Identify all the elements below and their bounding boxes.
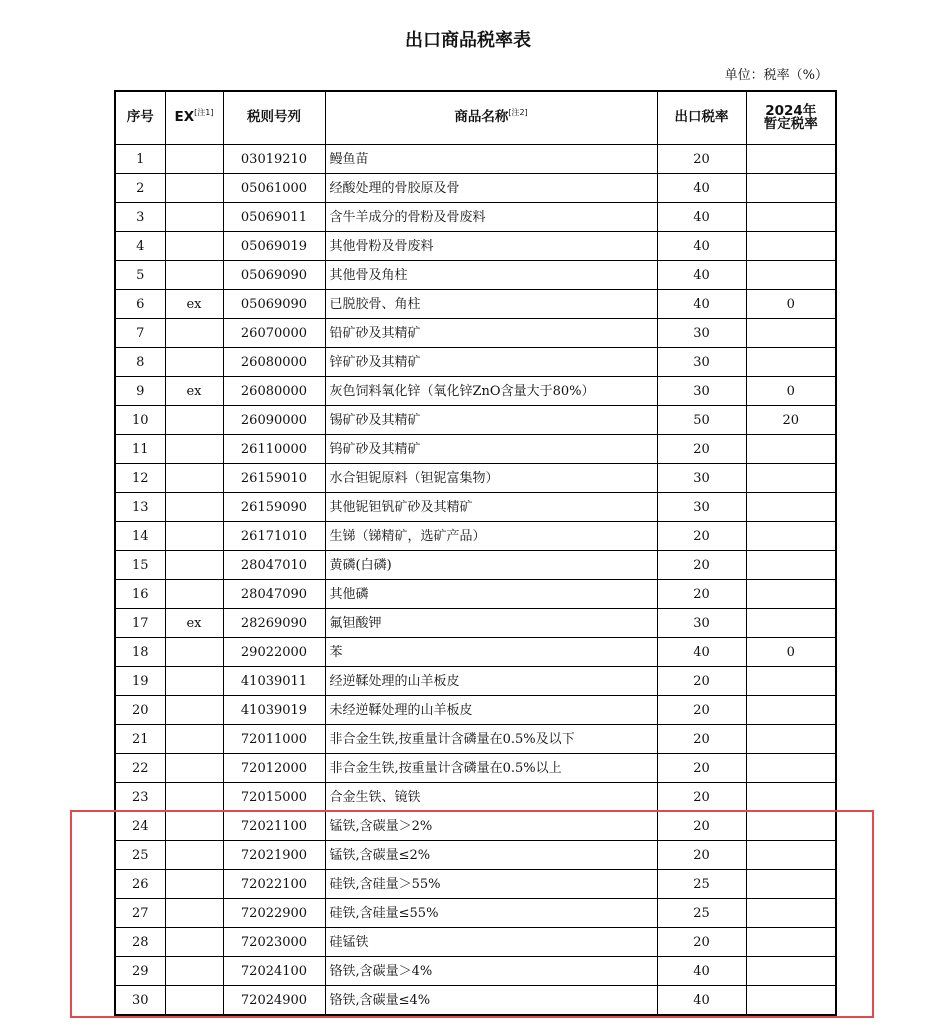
cell-ex: [165, 841, 223, 870]
cell-ex: [165, 406, 223, 435]
cell-export-rate: 20: [657, 696, 746, 725]
cell-provisional-rate: [746, 667, 836, 696]
cell-provisional-rate: [746, 957, 836, 986]
cell-ex: [165, 493, 223, 522]
cell-export-rate: 30: [657, 319, 746, 348]
cell-tariff-code: 72011000: [223, 725, 325, 754]
table-row: [115, 551, 836, 580]
cell-export-rate: 40: [657, 203, 746, 232]
header-product-name: 商品名称[注2]: [325, 91, 657, 145]
page-title: 出口商品税率表: [405, 30, 531, 51]
table-row: [115, 464, 836, 493]
cell-ex: [165, 696, 223, 725]
table-row: [115, 377, 836, 406]
cell-seq: 5: [115, 261, 165, 290]
cell-tariff-code: 41039011: [223, 667, 325, 696]
cell-ex: [165, 551, 223, 580]
unit-label: 单位：税率（%）: [724, 68, 828, 83]
cell-provisional-rate: [746, 319, 836, 348]
table-row: [115, 174, 836, 203]
cell-provisional-rate: [746, 783, 836, 812]
table-row: [115, 870, 836, 899]
cell-export-rate: 30: [657, 377, 746, 406]
cell-seq: 14: [115, 522, 165, 551]
cell-product-name: 硅锰铁: [325, 928, 657, 957]
cell-product-name: 未经逆鞣处理的山羊板皮: [325, 696, 657, 725]
cell-seq: 27: [115, 899, 165, 928]
cell-tariff-code: 72024900: [223, 986, 325, 1016]
cell-provisional-rate: [746, 928, 836, 957]
cell-ex: [165, 725, 223, 754]
cell-ex: [165, 783, 223, 812]
cell-tariff-code: 26080000: [223, 377, 325, 406]
cell-ex: ex: [165, 290, 223, 319]
cell-provisional-rate: [746, 493, 836, 522]
cell-seq: 21: [115, 725, 165, 754]
cell-product-name: 铬铁,含碳量≤4%: [325, 986, 657, 1016]
table-row: [115, 348, 836, 377]
cell-export-rate: 30: [657, 348, 746, 377]
cell-product-name: 生锑（锑精矿，选矿产品）: [325, 522, 657, 551]
cell-seq: 15: [115, 551, 165, 580]
cell-ex: [165, 870, 223, 899]
cell-provisional-rate: [746, 522, 836, 551]
cell-ex: [165, 812, 223, 841]
cell-provisional-rate: [746, 899, 836, 928]
cell-provisional-rate: [746, 754, 836, 783]
cell-seq: 1: [115, 145, 165, 174]
cell-provisional-rate: [746, 696, 836, 725]
table-row: [115, 406, 836, 435]
header-seq: 序号: [115, 91, 165, 145]
table-row: [115, 928, 836, 957]
table-row: [115, 638, 836, 667]
header-provisional-rate: 2024年 暂定税率: [746, 91, 836, 145]
cell-tariff-code: 05061000: [223, 174, 325, 203]
cell-seq: 10: [115, 406, 165, 435]
cell-tariff-code: 72012000: [223, 754, 325, 783]
header-export-rate: 出口税率: [657, 91, 746, 145]
table-row: [115, 986, 836, 1016]
cell-product-name: 锰铁,含碳量≤2%: [325, 841, 657, 870]
cell-tariff-code: 41039019: [223, 696, 325, 725]
cell-provisional-rate: [746, 812, 836, 841]
cell-product-name: 经逆鞣处理的山羊板皮: [325, 667, 657, 696]
cell-provisional-rate: 20: [746, 406, 836, 435]
cell-seq: 3: [115, 203, 165, 232]
cell-seq: 8: [115, 348, 165, 377]
cell-ex: [165, 986, 223, 1016]
cell-seq: 17: [115, 609, 165, 638]
table-row: [115, 145, 836, 174]
cell-seq: 12: [115, 464, 165, 493]
cell-seq: 25: [115, 841, 165, 870]
cell-ex: ex: [165, 609, 223, 638]
cell-export-rate: 20: [657, 754, 746, 783]
cell-product-name: 已脱胶骨、角柱: [325, 290, 657, 319]
cell-export-rate: 30: [657, 493, 746, 522]
cell-product-name: 含牛羊成分的骨粉及骨废料: [325, 203, 657, 232]
cell-seq: 20: [115, 696, 165, 725]
cell-tariff-code: 72015000: [223, 783, 325, 812]
cell-seq: 13: [115, 493, 165, 522]
cell-ex: [165, 464, 223, 493]
cell-ex: [165, 754, 223, 783]
cell-ex: [165, 638, 223, 667]
table-row: [115, 783, 836, 812]
cell-ex: [165, 261, 223, 290]
cell-ex: [165, 203, 223, 232]
cell-seq: 26: [115, 870, 165, 899]
cell-tariff-code: 05069011: [223, 203, 325, 232]
cell-provisional-rate: [746, 609, 836, 638]
cell-tariff-code: 26070000: [223, 319, 325, 348]
cell-tariff-code: 28047090: [223, 580, 325, 609]
cell-ex: [165, 435, 223, 464]
cell-provisional-rate: [746, 435, 836, 464]
cell-export-rate: 20: [657, 841, 746, 870]
cell-product-name: 灰色饲料氧化锌（氧化锌ZnO含量大于80%）: [325, 377, 657, 406]
cell-export-rate: 40: [657, 638, 746, 667]
table-row: [115, 812, 836, 841]
cell-seq: 2: [115, 174, 165, 203]
cell-product-name: 氟钽酸钾: [325, 609, 657, 638]
cell-product-name: 水合钽铌原料（钽铌富集物）: [325, 464, 657, 493]
table-row: [115, 203, 836, 232]
cell-ex: [165, 667, 223, 696]
cell-export-rate: 25: [657, 870, 746, 899]
cell-product-name: 硅铁,含硅量≤55%: [325, 899, 657, 928]
cell-export-rate: 20: [657, 783, 746, 812]
note-1-marker: [注1]: [194, 108, 214, 118]
cell-product-name: 硅铁,含硅量＞55%: [325, 870, 657, 899]
cell-export-rate: 20: [657, 667, 746, 696]
cell-product-name: 其他骨粉及骨废料: [325, 232, 657, 261]
cell-provisional-rate: [746, 986, 836, 1016]
cell-export-rate: 40: [657, 957, 746, 986]
cell-export-rate: 40: [657, 174, 746, 203]
table-row: [115, 841, 836, 870]
cell-export-rate: 30: [657, 464, 746, 493]
table-row: [115, 580, 836, 609]
cell-seq: 16: [115, 580, 165, 609]
cell-tariff-code: 26159010: [223, 464, 325, 493]
cell-product-name: 经酸处理的骨胶原及骨: [325, 174, 657, 203]
cell-export-rate: 40: [657, 261, 746, 290]
cell-ex: [165, 232, 223, 261]
table-row: [115, 290, 836, 319]
cell-seq: 23: [115, 783, 165, 812]
cell-seq: 6: [115, 290, 165, 319]
cell-tariff-code: 28047010: [223, 551, 325, 580]
cell-provisional-rate: [746, 232, 836, 261]
cell-seq: 4: [115, 232, 165, 261]
cell-provisional-rate: [746, 145, 836, 174]
cell-seq: 19: [115, 667, 165, 696]
cell-ex: [165, 319, 223, 348]
cell-seq: 22: [115, 754, 165, 783]
table-body: [115, 145, 836, 1016]
cell-export-rate: 20: [657, 928, 746, 957]
cell-tariff-code: 05069090: [223, 261, 325, 290]
cell-provisional-rate: [746, 464, 836, 493]
cell-tariff-code: 26080000: [223, 348, 325, 377]
cell-export-rate: 20: [657, 725, 746, 754]
cell-tariff-code: 26090000: [223, 406, 325, 435]
cell-product-name: 锰铁,含碳量＞2%: [325, 812, 657, 841]
export-tax-table: [114, 90, 837, 1016]
cell-export-rate: 20: [657, 580, 746, 609]
note-2-marker: [注2]: [508, 108, 528, 118]
cell-seq: 29: [115, 957, 165, 986]
table-row: [115, 899, 836, 928]
cell-tariff-code: 26110000: [223, 435, 325, 464]
cell-provisional-rate: 0: [746, 290, 836, 319]
cell-product-name: 锌矿砂及其精矿: [325, 348, 657, 377]
cell-product-name: 合金生铁、镜铁: [325, 783, 657, 812]
cell-product-name: 钨矿砂及其精矿: [325, 435, 657, 464]
cell-tariff-code: 72024100: [223, 957, 325, 986]
cell-ex: [165, 957, 223, 986]
table-row: [115, 435, 836, 464]
cell-product-name: 其他骨及角柱: [325, 261, 657, 290]
cell-ex: [165, 580, 223, 609]
cell-ex: [165, 928, 223, 957]
cell-seq: 28: [115, 928, 165, 957]
cell-product-name: 铅矿砂及其精矿: [325, 319, 657, 348]
table-row: [115, 493, 836, 522]
cell-export-rate: 20: [657, 435, 746, 464]
cell-ex: ex: [165, 377, 223, 406]
cell-provisional-rate: [746, 203, 836, 232]
table-row: [115, 232, 836, 261]
cell-tariff-code: 03019210: [223, 145, 325, 174]
cell-export-rate: 20: [657, 551, 746, 580]
cell-product-name: 苯: [325, 638, 657, 667]
table-row: [115, 667, 836, 696]
cell-product-name: 铬铁,含碳量＞4%: [325, 957, 657, 986]
cell-tariff-code: 05069019: [223, 232, 325, 261]
cell-tariff-code: 72023000: [223, 928, 325, 957]
cell-ex: [165, 174, 223, 203]
table-row: [115, 522, 836, 551]
table-row: [115, 754, 836, 783]
cell-seq: 30: [115, 986, 165, 1016]
cell-export-rate: 20: [657, 812, 746, 841]
cell-tariff-code: 72022900: [223, 899, 325, 928]
cell-export-rate: 40: [657, 232, 746, 261]
cell-seq: 18: [115, 638, 165, 667]
cell-ex: [165, 899, 223, 928]
cell-export-rate: 25: [657, 899, 746, 928]
cell-tariff-code: 72021100: [223, 812, 325, 841]
cell-export-rate: 20: [657, 145, 746, 174]
cell-tariff-code: 29022000: [223, 638, 325, 667]
table-row: [115, 725, 836, 754]
cell-provisional-rate: [746, 580, 836, 609]
cell-provisional-rate: [746, 261, 836, 290]
cell-export-rate: 20: [657, 522, 746, 551]
cell-provisional-rate: [746, 174, 836, 203]
table-row: [115, 319, 836, 348]
cell-product-name: 其他磷: [325, 580, 657, 609]
cell-tariff-code: 05069090: [223, 290, 325, 319]
cell-export-rate: 30: [657, 609, 746, 638]
cell-ex: [165, 145, 223, 174]
cell-product-name: 黄磷(白磷): [325, 551, 657, 580]
cell-seq: 9: [115, 377, 165, 406]
cell-product-name: 非合金生铁,按重量计含磷量在0.5%及以下: [325, 725, 657, 754]
cell-provisional-rate: 0: [746, 377, 836, 406]
cell-product-name: 非合金生铁,按重量计含磷量在0.5%以上: [325, 754, 657, 783]
cell-provisional-rate: [746, 551, 836, 580]
cell-tariff-code: 28269090: [223, 609, 325, 638]
table-header-row: [115, 91, 836, 145]
cell-export-rate: 40: [657, 986, 746, 1016]
cell-ex: [165, 348, 223, 377]
cell-product-name: 锡矿砂及其精矿: [325, 406, 657, 435]
table-row: [115, 957, 836, 986]
cell-provisional-rate: [746, 348, 836, 377]
header-ex: EX[注1]: [165, 91, 223, 145]
cell-product-name: 鳗鱼苗: [325, 145, 657, 174]
cell-export-rate: 50: [657, 406, 746, 435]
table-row: [115, 609, 836, 638]
table-row: [115, 261, 836, 290]
cell-provisional-rate: 0: [746, 638, 836, 667]
cell-provisional-rate: [746, 870, 836, 899]
cell-tariff-code: 72022100: [223, 870, 325, 899]
cell-export-rate: 40: [657, 290, 746, 319]
cell-seq: 11: [115, 435, 165, 464]
cell-ex: [165, 522, 223, 551]
cell-provisional-rate: [746, 725, 836, 754]
cell-tariff-code: 26171010: [223, 522, 325, 551]
cell-tariff-code: 72021900: [223, 841, 325, 870]
cell-tariff-code: 26159090: [223, 493, 325, 522]
cell-seq: 24: [115, 812, 165, 841]
cell-seq: 7: [115, 319, 165, 348]
table-row: [115, 696, 836, 725]
cell-provisional-rate: [746, 841, 836, 870]
cell-product-name: 其他铌钽钒矿砂及其精矿: [325, 493, 657, 522]
header-tariff-code: 税则号列: [223, 91, 325, 145]
